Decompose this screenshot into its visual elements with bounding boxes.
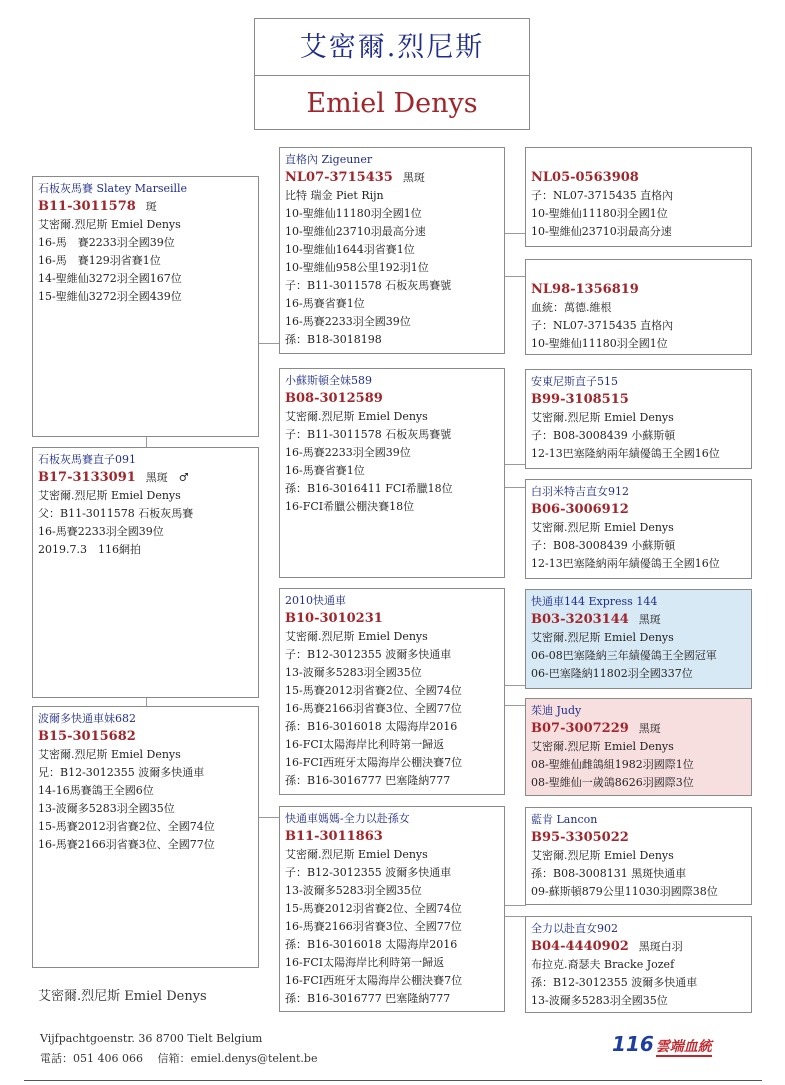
detail-line: 孫：B16-3016777 巴塞隆納777	[285, 774, 451, 787]
detail-line: 10-聖維仙11180羽全國1位	[531, 337, 668, 350]
detail-line: 子：B08-3008439 小蘇斯頓	[531, 539, 676, 552]
connector	[504, 916, 526, 917]
detail-line: 10-聖維仙11180羽全國1位	[531, 207, 668, 220]
detail-line: 16-FCI太陽海岸比利時第一歸返	[285, 738, 445, 751]
detail-line: 10-聖維仙23710羽最高分速	[285, 225, 426, 238]
detail-line: 艾密爾.烈尼斯 Emiel Denys	[285, 410, 428, 423]
detail-line: 孫：B16-3016018 太陽海岸2016	[285, 720, 458, 733]
detail-line: 孫：B18-3018198	[285, 333, 382, 346]
pedigree-card-sire	[32, 176, 259, 437]
feather-color: 斑	[145, 200, 157, 213]
bird-name: 2010快通車	[285, 594, 346, 607]
pedigree-card-subject	[32, 447, 259, 698]
detail-line: 16-馬賽省賽1位	[285, 297, 365, 310]
connector	[258, 343, 280, 344]
detail-line: 子：B11-3011578 石板灰馬賽號	[285, 428, 452, 441]
bird-name: 石板灰馬賽 Slatey Marseille	[38, 182, 188, 195]
pedigree-card-ggp-2	[525, 259, 752, 355]
bird-name: 藍肯 Lancon	[531, 813, 598, 826]
bird-name: 直格內 Zigeuner	[285, 153, 373, 166]
ring-number: B03-3203144 黑斑	[531, 612, 661, 627]
ring-number: B08-3012589	[285, 391, 383, 406]
detail-line: 10-聖維仙11180羽全國1位	[285, 207, 422, 220]
logo-number: 116	[612, 1032, 654, 1056]
pedigree-card-ggp-7	[525, 807, 752, 905]
connector	[504, 905, 526, 906]
detail-line: 孫：B16-3016018 太陽海岸2016	[285, 938, 458, 951]
detail-line: 兄：B12-3012355 波爾多快通車	[38, 766, 205, 779]
detail-line: 艾密爾.烈尼斯 Emiel Denys	[38, 489, 181, 502]
pedigree-card-ggp-4	[525, 479, 752, 579]
bottom-rule	[24, 1080, 762, 1081]
detail-line: 13-波爾多5283羽全國35位	[285, 666, 422, 679]
detail-line: 布拉克.裔瑟夫 Bracke Jozef	[531, 958, 675, 971]
detail-line: 06-巴塞隆納11802羽全國337位	[531, 667, 693, 680]
detail-line: 艾密爾.烈尼斯 Emiel Denys	[531, 740, 674, 753]
detail-line: 16-馬賽2233羽全國39位	[285, 446, 411, 459]
pedigree-card-ggp-6	[525, 698, 752, 796]
ring-number: B15-3015682	[38, 729, 136, 744]
detail-line: 13-波爾多5283羽全國35位	[531, 994, 668, 1007]
detail-line: 艾密爾.烈尼斯 Emiel Denys	[285, 848, 428, 861]
feather-color: 黑斑白羽	[638, 940, 683, 953]
ring-number: B10-3010231	[285, 611, 383, 626]
feather-color: 黑斑	[402, 171, 425, 184]
bird-name: 快通車媽媽-全力以赴孫女	[285, 812, 410, 825]
detail-line: 血統：萬德.維根	[531, 301, 612, 314]
detail-line: 16-馬賽2233羽全國39位	[285, 315, 411, 328]
detail-line: 比特 瑞金 Piet Rijn	[285, 189, 384, 202]
detail-line: 16-馬賽2166羽省賽3位、全國77位	[38, 838, 215, 851]
ring-number: B04-4440902 黑斑白羽	[531, 939, 683, 954]
pedigree-card-grandsire-paternal	[279, 147, 505, 354]
ring-number: NL05-0563908	[531, 170, 639, 185]
ring-number: B06-3006912	[531, 502, 629, 517]
detail-line: 艾密爾.烈尼斯 Emiel Denys	[531, 631, 674, 644]
connector	[504, 233, 526, 234]
detail-line: 孫：B08-3008131 黑斑快通車	[531, 867, 687, 880]
detail-line: 10-聖維仙958公里192羽1位	[285, 261, 429, 274]
pedigree-card-granddam-paternal	[279, 368, 505, 578]
connector	[504, 276, 526, 277]
connector	[504, 685, 526, 686]
detail-line: 13-波爾多5283羽全國35位	[285, 884, 422, 897]
pedigree-card-granddam-maternal	[279, 806, 505, 1012]
detail-line: 13-波爾多5283羽全國35位	[38, 802, 175, 815]
pedigree-card-ggp-3	[525, 369, 752, 469]
contact-info: 電話：051 406 066 信箱：emiel.denys@telent.be	[40, 1052, 318, 1065]
detail-line: 16-馬 賽2233羽全國39位	[38, 236, 175, 249]
connector	[504, 487, 526, 488]
connector	[504, 705, 526, 706]
detail-line: 子：B12-3012355 波爾多快通車	[285, 866, 452, 879]
detail-line: 16-馬賽省賽1位	[285, 464, 365, 477]
ring-number: B17-3133091 黑斑 ♂	[38, 470, 189, 485]
bird-name: 石板灰馬賽直子091	[38, 453, 136, 466]
ring-number: NL07-3715435 黑斑	[285, 170, 425, 185]
detail-line: 16-馬賽2166羽省賽3位、全國77位	[285, 702, 462, 715]
ring-number: B99-3108515	[531, 392, 629, 407]
detail-line: 12-13巴塞隆納兩年績優鴿王全國16位	[531, 447, 720, 460]
feather-color: 黑斑 ♂	[145, 471, 189, 484]
detail-line: 16-FCI希臘公棚決賽18位	[285, 500, 415, 513]
detail-line: 09-蘇斯頓879公里11030羽國際38位	[531, 885, 718, 898]
detail-line: 14-16馬賽鴿王全國6位	[38, 784, 154, 797]
connector	[258, 817, 280, 818]
detail-line: 艾密爾.烈尼斯 Emiel Denys	[285, 630, 428, 643]
ring-number: B07-3007229 黑斑	[531, 721, 661, 736]
detail-line: 10-聖維仙1644羽省賽1位	[285, 243, 415, 256]
pedigree-card-ggp-5	[525, 589, 752, 689]
breeder-name-english: Emiel Denys	[306, 88, 478, 119]
bird-name: 全力以赴直女902	[531, 922, 618, 935]
pedigree-card-dam	[32, 706, 259, 968]
pedigree-card-ggp-8	[525, 916, 752, 1013]
address: Vijfpachtgoenstr. 36 8700 Tielt Belgium	[40, 1032, 263, 1045]
bird-name: 茱迪 Judy	[531, 704, 582, 717]
ring-number: B11-3011578 斑	[38, 199, 157, 214]
detail-line: 14-聖維仙3272羽全國167位	[38, 272, 182, 285]
title-box	[254, 18, 530, 130]
detail-line: 艾密爾.烈尼斯 Emiel Denys	[531, 849, 674, 862]
detail-line: 艾密爾.烈尼斯 Emiel Denys	[38, 748, 181, 761]
feather-color: 黑斑	[638, 722, 661, 735]
detail-line: 16-FCI西班牙太陽海岸公棚決賽7位	[285, 756, 463, 769]
detail-line: 08-聖維仙一歲鴿8626羽國際3位	[531, 776, 694, 789]
pedigree-card-ggp-1	[525, 147, 752, 247]
detail-line: 16-馬賽2166羽省賽3位、全國77位	[285, 920, 462, 933]
breeder-name-chinese: 艾密爾.烈尼斯	[255, 19, 529, 76]
detail-line: 父：B11-3011578 石板灰馬賽	[38, 507, 194, 520]
detail-line: 15-馬賽2012羽省賽2位、全國74位	[285, 684, 462, 697]
bird-name: 波爾多快通車妹682	[38, 712, 136, 725]
feather-color: 黑斑	[638, 613, 661, 626]
ring-number: B95-3305022	[531, 830, 629, 845]
detail-line: 15-聖維仙3272羽全國439位	[38, 290, 182, 303]
detail-line: 06-08巴塞隆納三年績優鴿王全國冠軍	[531, 649, 717, 662]
detail-line: 16-馬賽2233羽全國39位	[38, 525, 164, 538]
pedigree-card-grandsire-maternal	[279, 588, 505, 795]
detail-line: 艾密爾.烈尼斯 Emiel Denys	[531, 411, 674, 424]
detail-line: 08-聖維仙雌鴿組1982羽國際1位	[531, 758, 694, 771]
detail-line: 16-馬 賽129羽省賽1位	[38, 254, 161, 267]
detail-line: 子：NL07-3715435 直格內	[531, 319, 674, 332]
ring-number: B11-3011863	[285, 829, 383, 844]
detail-line: 16-FCI太陽海岸比利時第一歸返	[285, 956, 445, 969]
connector	[504, 464, 526, 465]
detail-line: 子：B12-3012355 波爾多快通車	[285, 648, 452, 661]
brand-logo	[612, 1032, 722, 1056]
detail-line: 子：B11-3011578 石板灰馬賽號	[285, 279, 452, 292]
ring-number: NL98-1356819	[531, 282, 639, 297]
detail-line: 艾密爾.烈尼斯 Emiel Denys	[38, 218, 181, 231]
bird-name: 安東尼斯直子515	[531, 375, 618, 388]
breeder-signature: 艾密爾.烈尼斯 Emiel Denys	[38, 989, 207, 1004]
bird-name: 快通車144 Express 144	[531, 595, 658, 608]
detail-line: 15-馬賽2012羽省賽2位、全國74位	[38, 820, 215, 833]
detail-line: 子：NL07-3715435 直格內	[531, 189, 674, 202]
detail-line: 孫：B16-3016411 FCI希臘18位	[285, 482, 453, 495]
detail-line: 16-FCI西班牙太陽海岸公棚決賽7位	[285, 974, 463, 987]
detail-line: 子：B08-3008439 小蘇斯頓	[531, 429, 676, 442]
detail-line: 10-聖維仙23710羽最高分速	[531, 225, 672, 238]
bird-name: 小蘇斯頓全妹589	[285, 374, 372, 387]
bird-name: 白羽米特吉直女912	[531, 485, 629, 498]
detail-line: 艾密爾.烈尼斯 Emiel Denys	[531, 521, 674, 534]
detail-line: 15-馬賽2012羽省賽2位、全國74位	[285, 902, 462, 915]
detail-line: 2019.7.3 116網拍	[38, 543, 141, 556]
detail-line: 12-13巴塞隆納兩年績優鴿王全國16位	[531, 557, 720, 570]
logo-text: 雲端血統	[655, 1039, 712, 1055]
detail-line: 孫：B16-3016777 巴塞隆納777	[285, 992, 451, 1005]
detail-line: 孫：B12-3012355 波爾多快通車	[531, 976, 698, 989]
